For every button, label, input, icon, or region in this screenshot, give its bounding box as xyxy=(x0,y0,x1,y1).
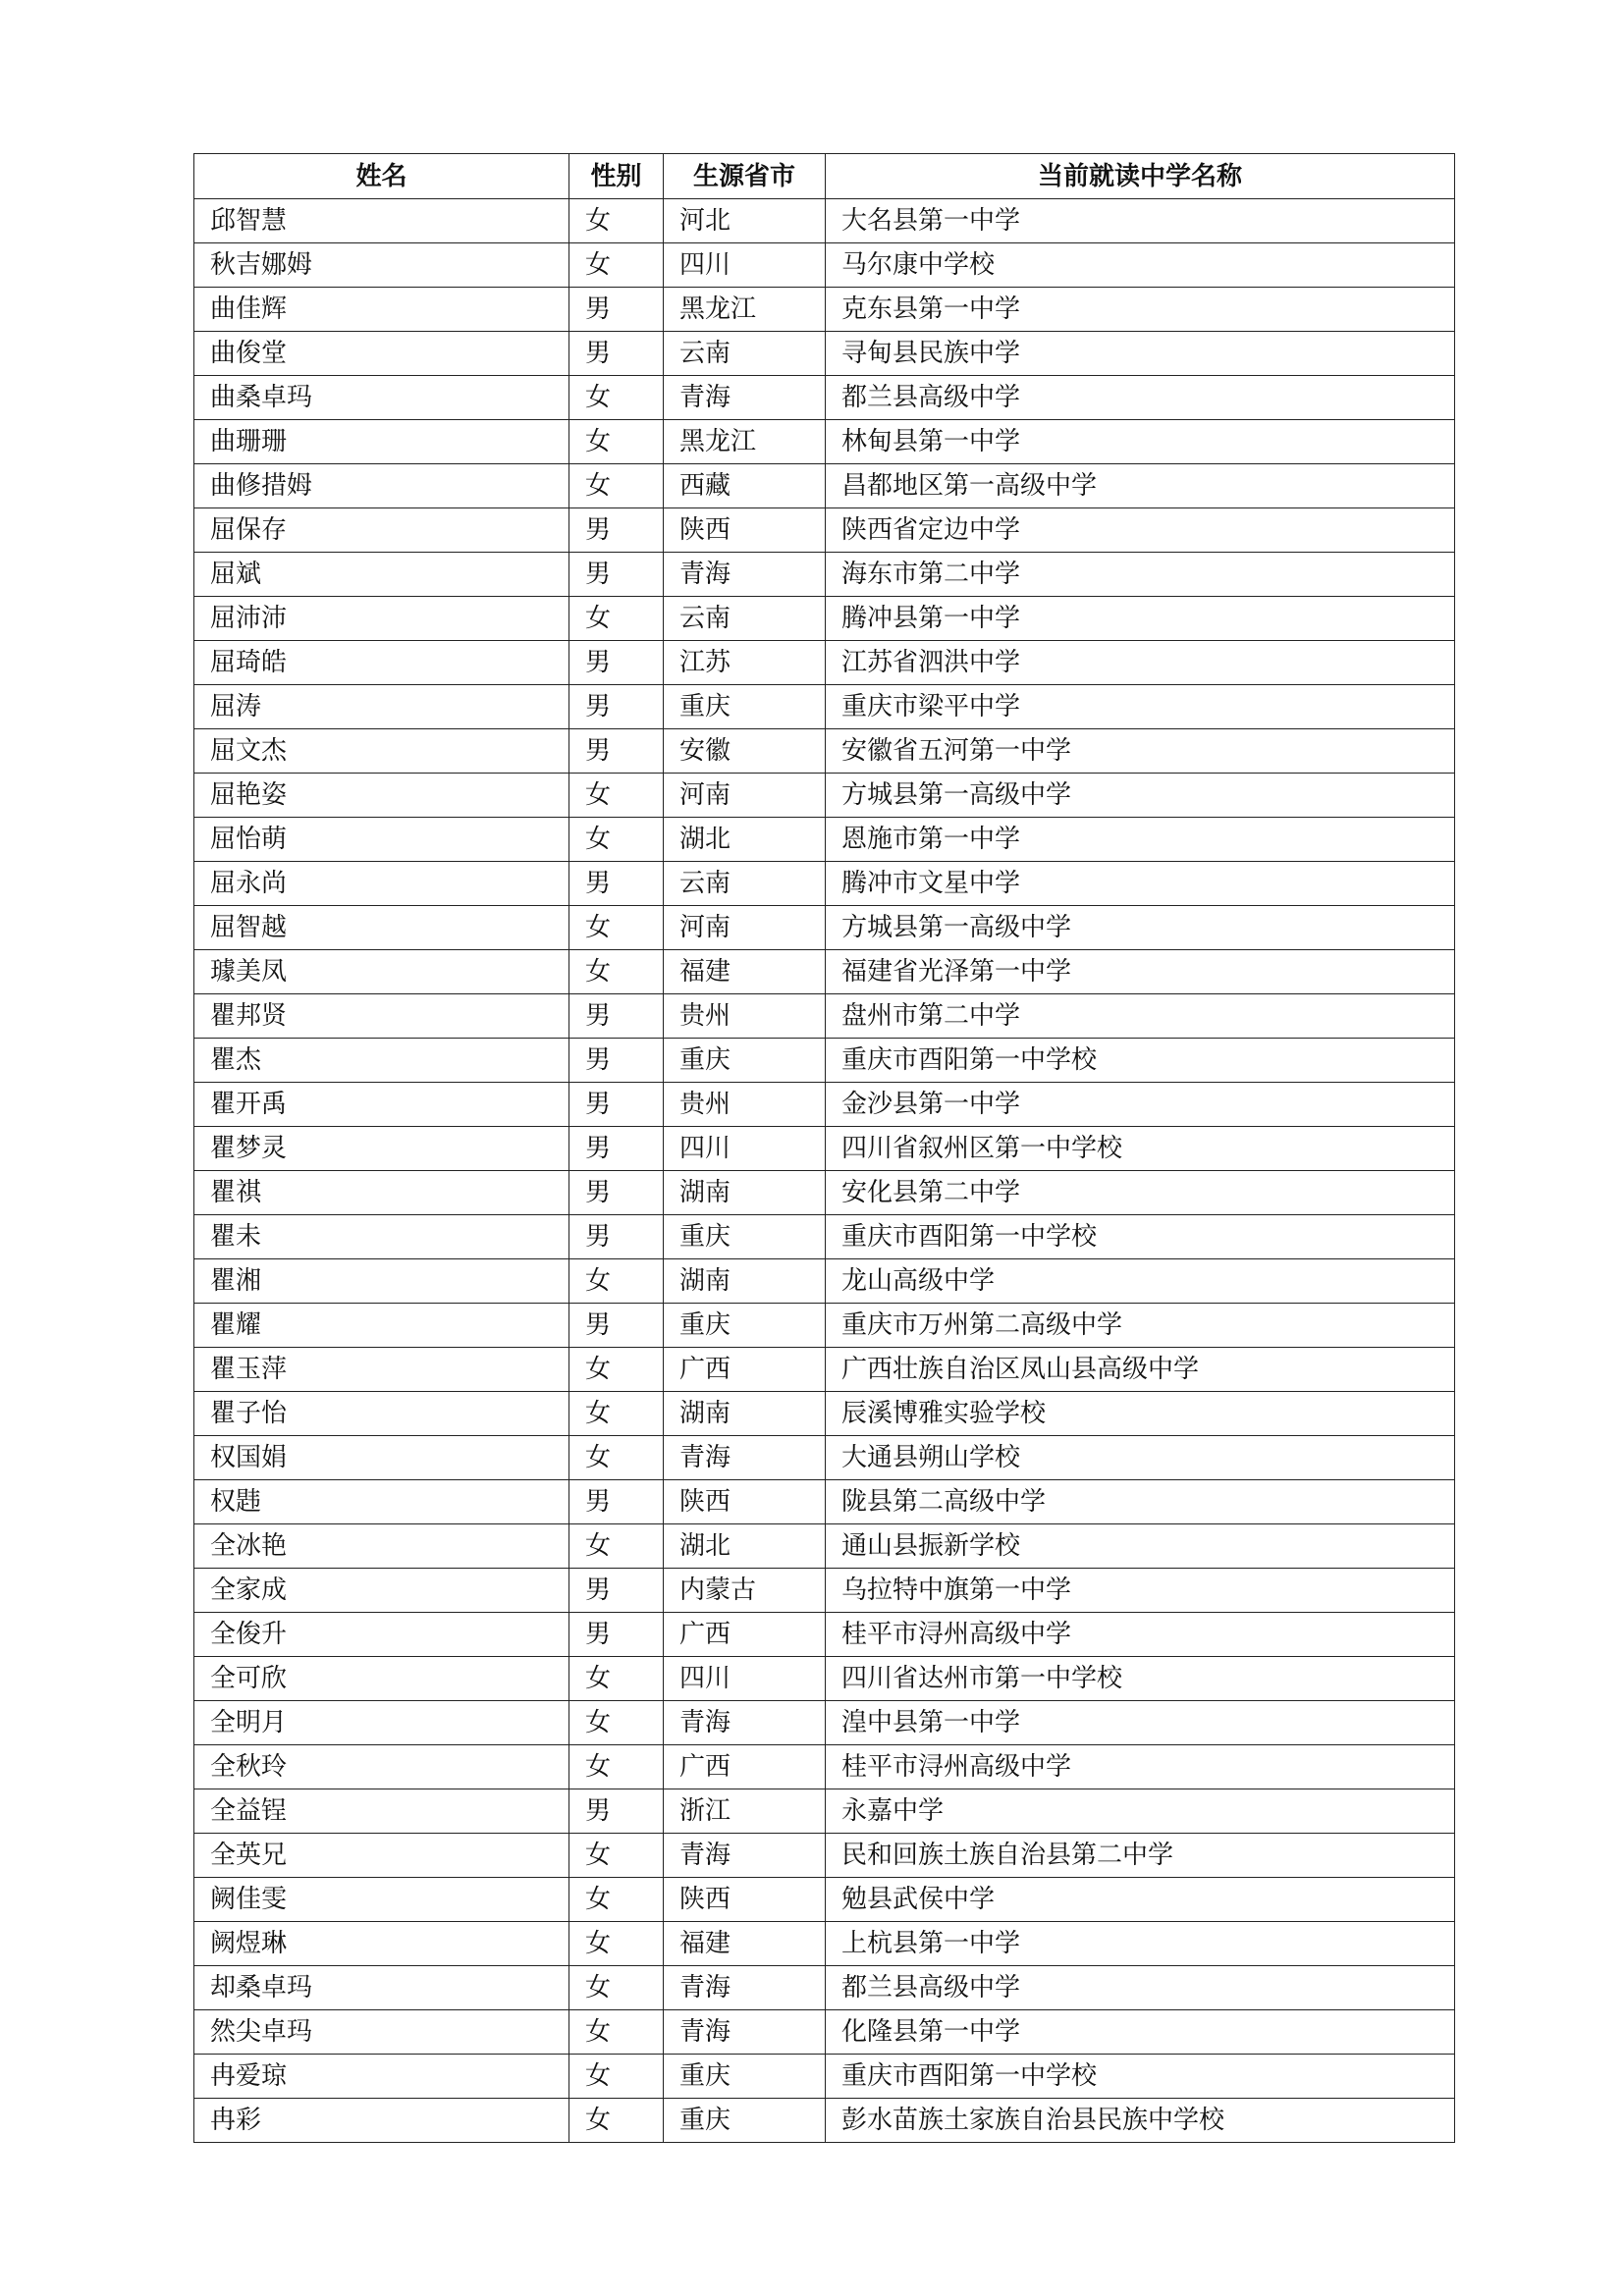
cell-province: 四川 xyxy=(664,1657,826,1701)
cell-gender: 女 xyxy=(569,1524,664,1569)
cell-name: 屈文杰 xyxy=(194,729,569,774)
cell-name: 阙佳雯 xyxy=(194,1878,569,1922)
cell-name: 瞿祺 xyxy=(194,1171,569,1215)
cell-gender: 女 xyxy=(569,1348,664,1392)
cell-school: 勉县武侯中学 xyxy=(826,1878,1455,1922)
cell-name: 却桑卓玛 xyxy=(194,1966,569,2010)
table-row xyxy=(194,288,1455,332)
cell-school: 都兰县高级中学 xyxy=(826,1966,1455,2010)
cell-province: 重庆 xyxy=(664,2099,826,2143)
cell-name: 璩美凤 xyxy=(194,950,569,994)
cell-school: 海东市第二中学 xyxy=(826,553,1455,597)
cell-school: 通山县振新学校 xyxy=(826,1524,1455,1569)
cell-gender: 女 xyxy=(569,818,664,862)
table-row xyxy=(194,1480,1455,1524)
cell-school: 重庆市酉阳第一中学校 xyxy=(826,1039,1455,1083)
cell-province: 黑龙江 xyxy=(664,288,826,332)
cell-gender: 男 xyxy=(569,685,664,729)
cell-name: 瞿开禹 xyxy=(194,1083,569,1127)
table-row xyxy=(194,1657,1455,1701)
cell-name: 屈艳姿 xyxy=(194,774,569,818)
table-header-row xyxy=(194,154,1455,199)
cell-name: 曲修措姆 xyxy=(194,464,569,508)
table-row xyxy=(194,2010,1455,2055)
cell-name: 屈保存 xyxy=(194,508,569,553)
cell-province: 陕西 xyxy=(664,1878,826,1922)
cell-gender: 男 xyxy=(569,288,664,332)
cell-gender: 女 xyxy=(569,1392,664,1436)
table-row xyxy=(194,1524,1455,1569)
cell-school: 四川省叙州区第一中学校 xyxy=(826,1127,1455,1171)
cell-province: 湖南 xyxy=(664,1171,826,1215)
cell-name: 屈沛沛 xyxy=(194,597,569,641)
cell-province: 江苏 xyxy=(664,641,826,685)
cell-gender: 男 xyxy=(569,1127,664,1171)
cell-school: 龙山高级中学 xyxy=(826,1259,1455,1304)
table-row xyxy=(194,906,1455,950)
cell-province: 湖南 xyxy=(664,1259,826,1304)
cell-gender: 女 xyxy=(569,1966,664,2010)
cell-school: 方城县第一高级中学 xyxy=(826,774,1455,818)
table-row xyxy=(194,994,1455,1039)
table-row xyxy=(194,1834,1455,1878)
table-row xyxy=(194,950,1455,994)
cell-gender: 男 xyxy=(569,553,664,597)
table-row xyxy=(194,332,1455,376)
cell-name: 瞿子怡 xyxy=(194,1392,569,1436)
cell-province: 青海 xyxy=(664,553,826,597)
cell-name: 瞿杰 xyxy=(194,1039,569,1083)
cell-province: 内蒙古 xyxy=(664,1569,826,1613)
table-row xyxy=(194,376,1455,420)
table-row xyxy=(194,2055,1455,2099)
table-row xyxy=(194,1701,1455,1745)
cell-name: 全秋玲 xyxy=(194,1745,569,1789)
cell-province: 重庆 xyxy=(664,685,826,729)
table-row xyxy=(194,1613,1455,1657)
cell-gender: 女 xyxy=(569,1259,664,1304)
cell-gender: 女 xyxy=(569,2010,664,2055)
cell-province: 重庆 xyxy=(664,1039,826,1083)
table-row xyxy=(194,1569,1455,1613)
cell-gender: 女 xyxy=(569,1922,664,1966)
cell-school: 桂平市浔州高级中学 xyxy=(826,1613,1455,1657)
cell-name: 邱智慧 xyxy=(194,199,569,243)
cell-school: 盘州市第二中学 xyxy=(826,994,1455,1039)
cell-gender: 男 xyxy=(569,508,664,553)
cell-school: 民和回族土族自治县第二中学 xyxy=(826,1834,1455,1878)
table-row xyxy=(194,1392,1455,1436)
cell-school: 昌都地区第一高级中学 xyxy=(826,464,1455,508)
cell-school: 金沙县第一中学 xyxy=(826,1083,1455,1127)
cell-name: 曲佳辉 xyxy=(194,288,569,332)
cell-school: 方城县第一高级中学 xyxy=(826,906,1455,950)
cell-school: 彭水苗族土家族自治县民族中学校 xyxy=(826,2099,1455,2143)
table-row xyxy=(194,1039,1455,1083)
cell-gender: 男 xyxy=(569,1304,664,1348)
cell-province: 青海 xyxy=(664,1436,826,1480)
cell-gender: 女 xyxy=(569,1834,664,1878)
cell-name: 冉彩 xyxy=(194,2099,569,2143)
table-row xyxy=(194,1922,1455,1966)
cell-province: 黑龙江 xyxy=(664,420,826,464)
cell-name: 瞿梦灵 xyxy=(194,1127,569,1171)
cell-school: 重庆市梁平中学 xyxy=(826,685,1455,729)
header-province: 生源省市 xyxy=(664,154,826,199)
cell-name: 瞿玉萍 xyxy=(194,1348,569,1392)
cell-name: 瞿耀 xyxy=(194,1304,569,1348)
table-row xyxy=(194,2099,1455,2143)
table-row xyxy=(194,420,1455,464)
cell-school: 都兰县高级中学 xyxy=(826,376,1455,420)
cell-name: 屈怡萌 xyxy=(194,818,569,862)
table-row xyxy=(194,774,1455,818)
table-row xyxy=(194,1215,1455,1259)
cell-province: 湖南 xyxy=(664,1392,826,1436)
cell-gender: 男 xyxy=(569,1215,664,1259)
cell-name: 屈斌 xyxy=(194,553,569,597)
cell-province: 青海 xyxy=(664,376,826,420)
cell-province: 广西 xyxy=(664,1613,826,1657)
cell-gender: 男 xyxy=(569,994,664,1039)
table-row xyxy=(194,818,1455,862)
cell-province: 广西 xyxy=(664,1745,826,1789)
cell-name: 全益锃 xyxy=(194,1789,569,1834)
table-row xyxy=(194,243,1455,288)
cell-name: 全俊升 xyxy=(194,1613,569,1657)
cell-gender: 女 xyxy=(569,1701,664,1745)
cell-school: 四川省达州市第一中学校 xyxy=(826,1657,1455,1701)
cell-name: 全可欣 xyxy=(194,1657,569,1701)
cell-province: 重庆 xyxy=(664,1215,826,1259)
header-gender: 性别 xyxy=(569,154,664,199)
cell-province: 云南 xyxy=(664,862,826,906)
table-body xyxy=(194,199,1455,2143)
table-row xyxy=(194,1171,1455,1215)
cell-province: 河南 xyxy=(664,906,826,950)
table-row xyxy=(194,199,1455,243)
header-name: 姓名 xyxy=(194,154,569,199)
cell-name: 瞿湘 xyxy=(194,1259,569,1304)
cell-gender: 女 xyxy=(569,2055,664,2099)
cell-gender: 男 xyxy=(569,729,664,774)
cell-province: 西藏 xyxy=(664,464,826,508)
cell-province: 安徽 xyxy=(664,729,826,774)
table-row xyxy=(194,1745,1455,1789)
cell-school: 福建省光泽第一中学 xyxy=(826,950,1455,994)
table-row xyxy=(194,1878,1455,1922)
cell-province: 河南 xyxy=(664,774,826,818)
cell-name: 屈涛 xyxy=(194,685,569,729)
cell-name: 秋吉娜姆 xyxy=(194,243,569,288)
table-row xyxy=(194,1348,1455,1392)
cell-school: 辰溪博雅实验学校 xyxy=(826,1392,1455,1436)
cell-school: 化隆县第一中学 xyxy=(826,2010,1455,2055)
cell-school: 马尔康中学校 xyxy=(826,243,1455,288)
cell-province: 贵州 xyxy=(664,994,826,1039)
table-row xyxy=(194,1127,1455,1171)
table-row xyxy=(194,862,1455,906)
cell-school: 安徽省五河第一中学 xyxy=(826,729,1455,774)
cell-school: 大名县第一中学 xyxy=(826,199,1455,243)
cell-name: 权韪 xyxy=(194,1480,569,1524)
cell-school: 大通县朔山学校 xyxy=(826,1436,1455,1480)
cell-gender: 男 xyxy=(569,1613,664,1657)
cell-school: 克东县第一中学 xyxy=(826,288,1455,332)
cell-school: 乌拉特中旗第一中学 xyxy=(826,1569,1455,1613)
cell-school: 安化县第二中学 xyxy=(826,1171,1455,1215)
cell-province: 重庆 xyxy=(664,2055,826,2099)
cell-name: 瞿未 xyxy=(194,1215,569,1259)
cell-province: 陕西 xyxy=(664,508,826,553)
cell-gender: 男 xyxy=(569,1480,664,1524)
cell-province: 陕西 xyxy=(664,1480,826,1524)
cell-gender: 男 xyxy=(569,1569,664,1613)
cell-gender: 女 xyxy=(569,376,664,420)
cell-name: 权国娟 xyxy=(194,1436,569,1480)
cell-school: 恩施市第一中学 xyxy=(826,818,1455,862)
cell-name: 曲桑卓玛 xyxy=(194,376,569,420)
cell-gender: 女 xyxy=(569,950,664,994)
cell-province: 青海 xyxy=(664,1966,826,2010)
header-school: 当前就读中学名称 xyxy=(826,154,1455,199)
cell-province: 四川 xyxy=(664,243,826,288)
cell-name: 曲珊珊 xyxy=(194,420,569,464)
cell-school: 江苏省泗洪中学 xyxy=(826,641,1455,685)
table-row xyxy=(194,553,1455,597)
cell-school: 林甸县第一中学 xyxy=(826,420,1455,464)
table-row xyxy=(194,1304,1455,1348)
table-row xyxy=(194,1966,1455,2010)
cell-name: 全英兄 xyxy=(194,1834,569,1878)
cell-school: 广西壮族自治区凤山县高级中学 xyxy=(826,1348,1455,1392)
cell-name: 屈智越 xyxy=(194,906,569,950)
student-roster-table xyxy=(193,153,1455,2143)
cell-name: 屈琦皓 xyxy=(194,641,569,685)
cell-province: 云南 xyxy=(664,332,826,376)
cell-school: 上杭县第一中学 xyxy=(826,1922,1455,1966)
table-row xyxy=(194,1436,1455,1480)
cell-province: 云南 xyxy=(664,597,826,641)
cell-province: 湖北 xyxy=(664,818,826,862)
cell-name: 瞿邦贤 xyxy=(194,994,569,1039)
cell-school: 重庆市酉阳第一中学校 xyxy=(826,2055,1455,2099)
cell-gender: 女 xyxy=(569,906,664,950)
cell-school: 重庆市万州第二高级中学 xyxy=(826,1304,1455,1348)
cell-name: 曲俊堂 xyxy=(194,332,569,376)
cell-school: 湟中县第一中学 xyxy=(826,1701,1455,1745)
cell-gender: 男 xyxy=(569,1171,664,1215)
cell-gender: 男 xyxy=(569,1039,664,1083)
cell-gender: 女 xyxy=(569,1878,664,1922)
table-row xyxy=(194,1789,1455,1834)
cell-gender: 男 xyxy=(569,1789,664,1834)
cell-name: 冉爱琼 xyxy=(194,2055,569,2099)
cell-province: 四川 xyxy=(664,1127,826,1171)
cell-gender: 女 xyxy=(569,199,664,243)
cell-gender: 男 xyxy=(569,862,664,906)
cell-gender: 女 xyxy=(569,2099,664,2143)
cell-school: 永嘉中学 xyxy=(826,1789,1455,1834)
cell-province: 贵州 xyxy=(664,1083,826,1127)
cell-gender: 女 xyxy=(569,420,664,464)
cell-gender: 女 xyxy=(569,243,664,288)
cell-name: 全明月 xyxy=(194,1701,569,1745)
cell-province: 青海 xyxy=(664,2010,826,2055)
cell-name: 阙煜琳 xyxy=(194,1922,569,1966)
cell-province: 广西 xyxy=(664,1348,826,1392)
cell-gender: 男 xyxy=(569,332,664,376)
cell-school: 陕西省定边中学 xyxy=(826,508,1455,553)
cell-gender: 女 xyxy=(569,1436,664,1480)
cell-province: 福建 xyxy=(664,950,826,994)
table-row xyxy=(194,464,1455,508)
cell-gender: 女 xyxy=(569,464,664,508)
table-row xyxy=(194,1083,1455,1127)
cell-gender: 女 xyxy=(569,1657,664,1701)
cell-name: 全冰艳 xyxy=(194,1524,569,1569)
table-row xyxy=(194,685,1455,729)
cell-province: 湖北 xyxy=(664,1524,826,1569)
cell-province: 河北 xyxy=(664,199,826,243)
table-row xyxy=(194,641,1455,685)
cell-province: 青海 xyxy=(664,1701,826,1745)
table-row xyxy=(194,729,1455,774)
cell-gender: 女 xyxy=(569,774,664,818)
cell-gender: 女 xyxy=(569,1745,664,1789)
table-row xyxy=(194,508,1455,553)
cell-gender: 男 xyxy=(569,1083,664,1127)
cell-school: 陇县第二高级中学 xyxy=(826,1480,1455,1524)
cell-province: 重庆 xyxy=(664,1304,826,1348)
cell-school: 桂平市浔州高级中学 xyxy=(826,1745,1455,1789)
cell-province: 青海 xyxy=(664,1834,826,1878)
cell-gender: 女 xyxy=(569,597,664,641)
cell-school: 寻甸县民族中学 xyxy=(826,332,1455,376)
cell-school: 腾冲市文星中学 xyxy=(826,862,1455,906)
cell-name: 屈永尚 xyxy=(194,862,569,906)
cell-gender: 男 xyxy=(569,641,664,685)
cell-province: 浙江 xyxy=(664,1789,826,1834)
table-row xyxy=(194,1259,1455,1304)
cell-province: 福建 xyxy=(664,1922,826,1966)
cell-name: 然尖卓玛 xyxy=(194,2010,569,2055)
cell-school: 腾冲县第一中学 xyxy=(826,597,1455,641)
table-row xyxy=(194,597,1455,641)
cell-name: 全家成 xyxy=(194,1569,569,1613)
cell-school: 重庆市酉阳第一中学校 xyxy=(826,1215,1455,1259)
